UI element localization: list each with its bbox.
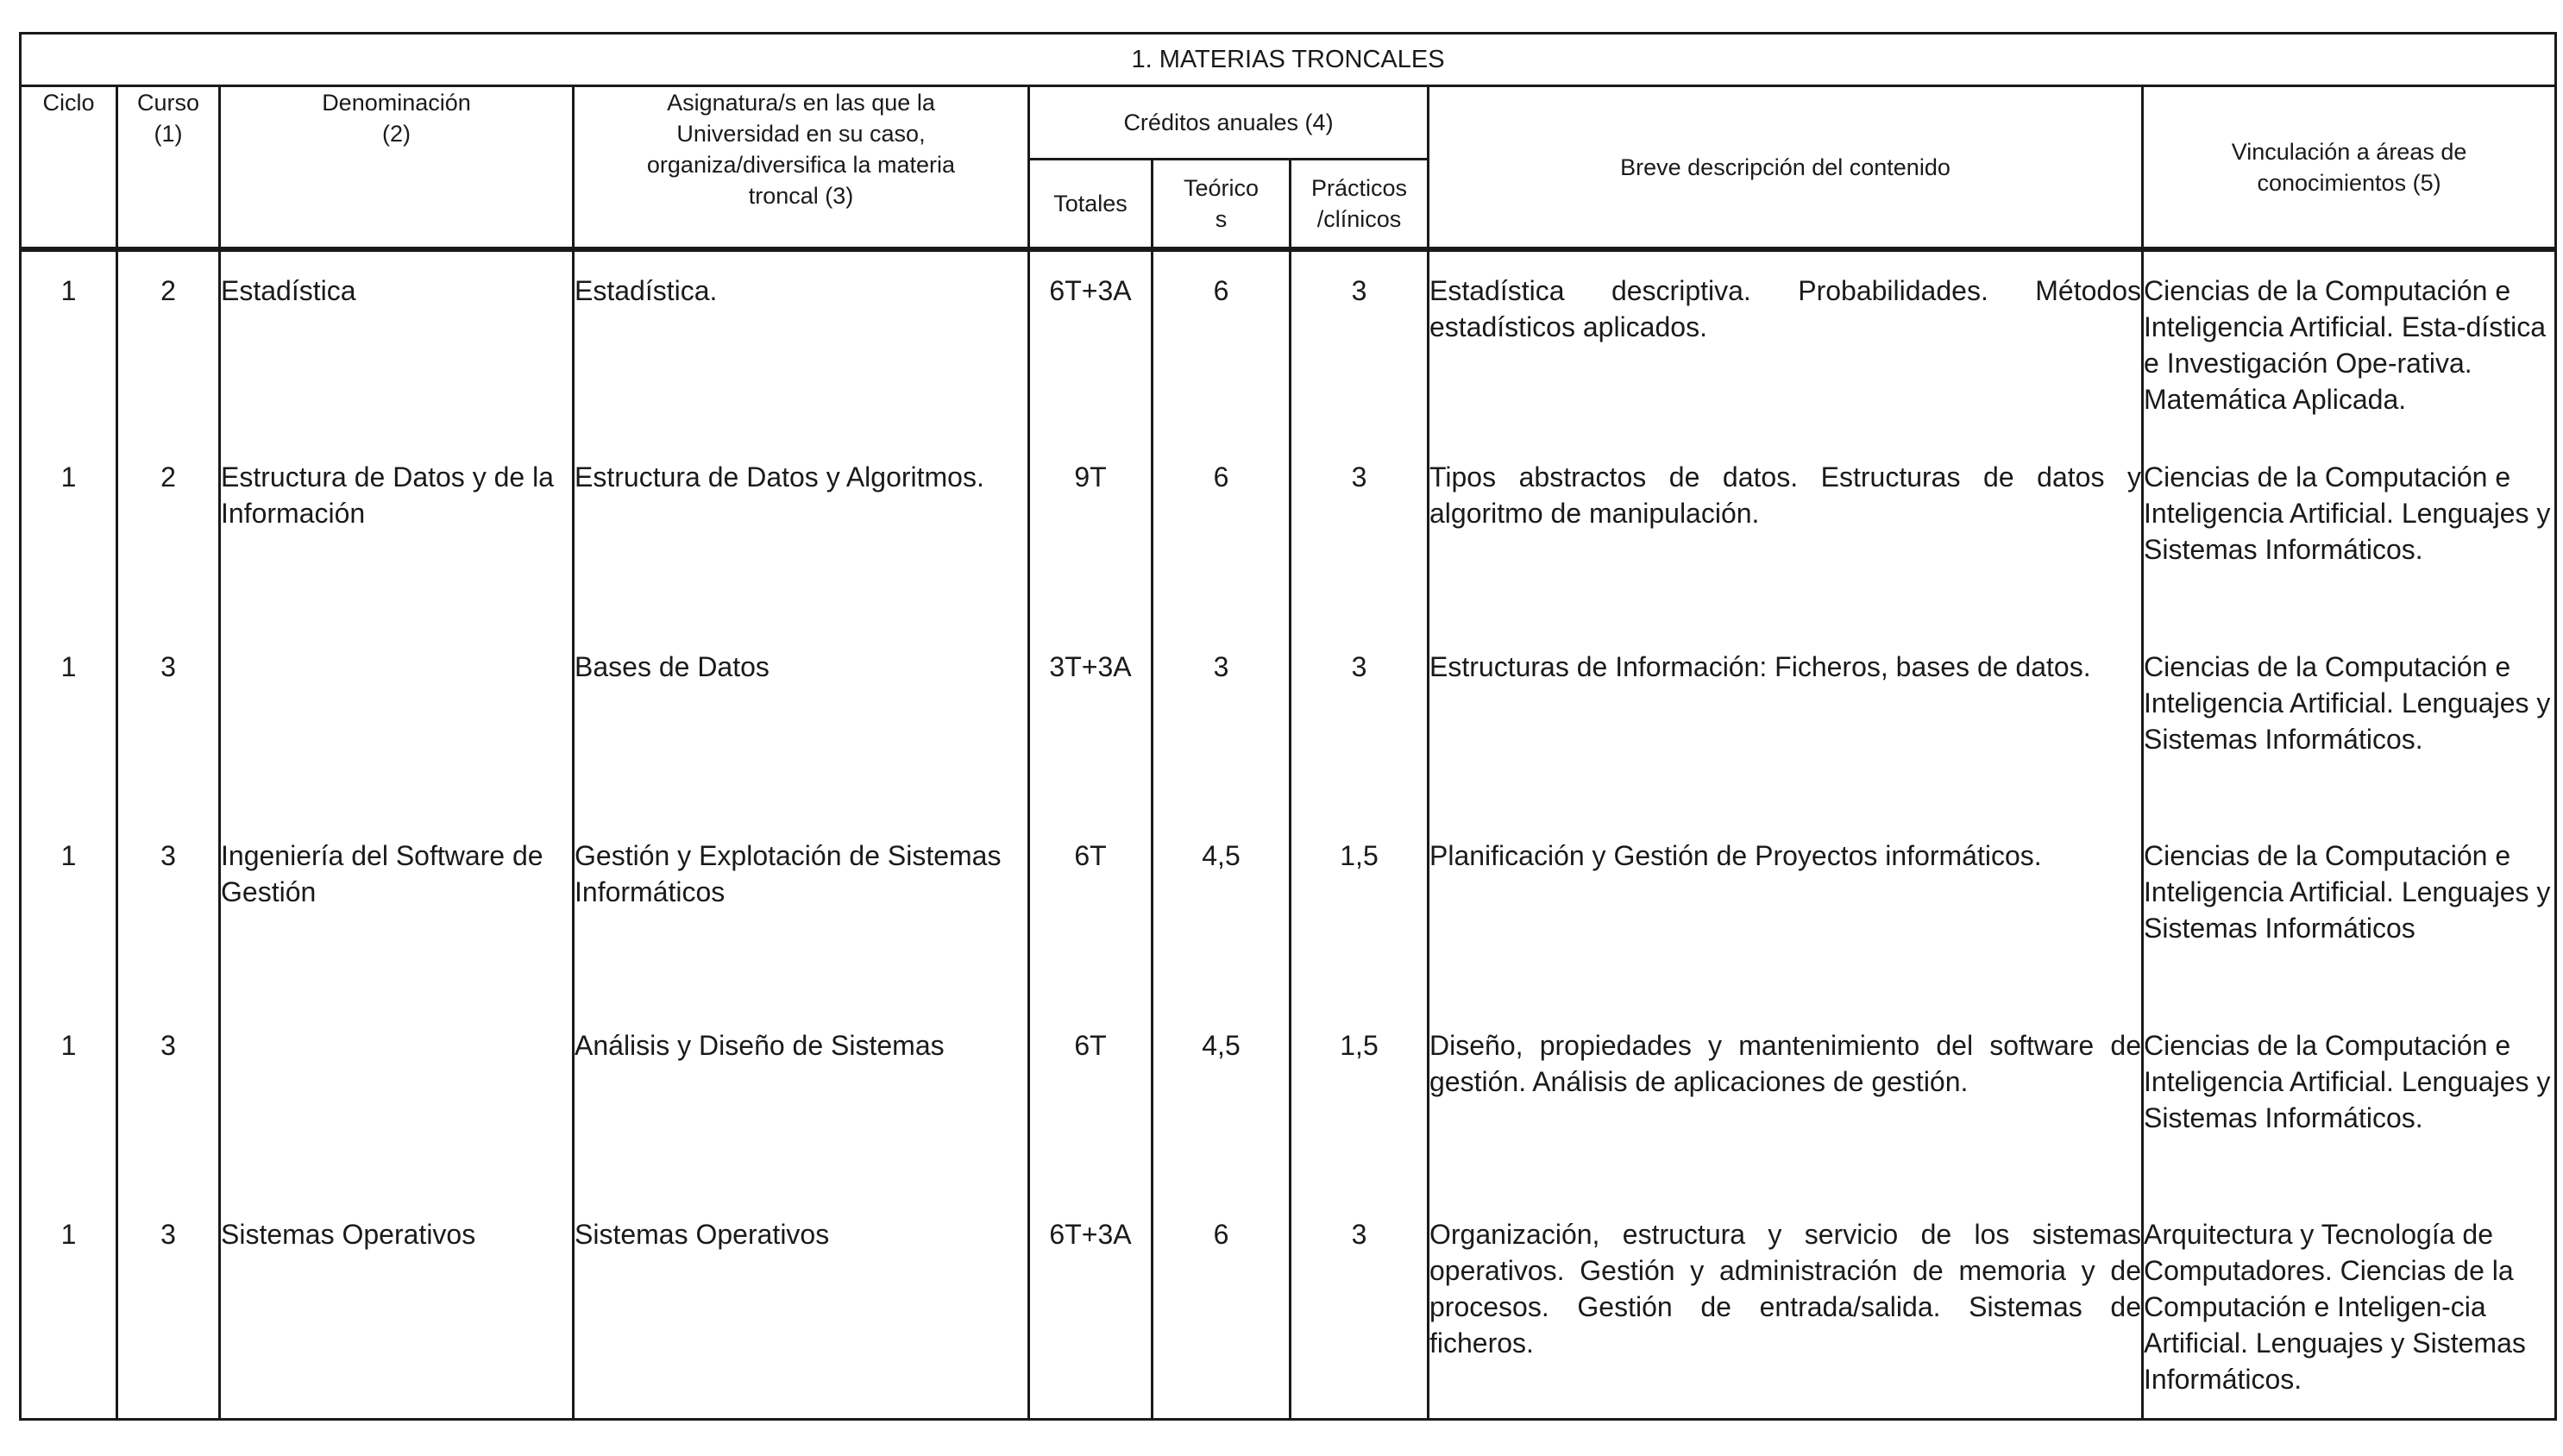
cell-ciclo: 1 <box>21 1007 117 1196</box>
cell-totales: 3T+3A <box>1029 628 1153 817</box>
cell-ciclo: 1 <box>21 817 117 1006</box>
cell-practicos: 3 <box>1291 628 1429 817</box>
cell-practicos: 1,5 <box>1291 1007 1429 1196</box>
cell-ciclo: 1 <box>21 1196 117 1419</box>
header-denominacion: Denominación (2) <box>220 86 574 250</box>
cell-asignatura: Bases de Datos <box>574 628 1029 817</box>
cell-descripcion: Diseño, propiedades y mantenimiento del software de gestión. Análisis de aplicaciones de gestión. <box>1429 1007 2143 1196</box>
cell-descripcion: Estructuras de Información: Ficheros, bases de datos. <box>1429 628 2143 817</box>
cell-descripcion: Organización, estructura y servicio de los sistemas operativos. Gestión y administración de memoria y de procesos. Gestión de entrada/salida. Sistemas de ficheros. <box>1429 1196 2143 1419</box>
table-row <box>21 1196 2556 1419</box>
cell-denominacion: Ingeniería del Software de Gestión <box>220 817 574 1006</box>
cell-curso: 3 <box>117 1007 220 1196</box>
cell-totales: 6T <box>1029 1007 1153 1196</box>
header-totales: Totales <box>1029 160 1153 250</box>
cell-denominacion: Estructura de Datos y de la Información <box>220 438 574 627</box>
table-row <box>21 628 2556 817</box>
cell-curso: 3 <box>117 628 220 817</box>
cell-descripcion: Estadística descriptiva. Probabilidades. Métodos estadísticos aplicados. <box>1429 249 2143 438</box>
cell-totales: 6T <box>1029 817 1153 1006</box>
cell-denominacion: Estadística <box>220 249 574 438</box>
header-descripcion: Breve descripción del contenido <box>1429 86 2143 250</box>
cell-denominacion <box>220 1007 574 1196</box>
cell-teoricos: 4,5 <box>1153 1007 1291 1196</box>
cell-ciclo: 1 <box>21 438 117 627</box>
cell-teoricos: 3 <box>1153 628 1291 817</box>
cell-vinculacion: Ciencias de la Computación e Inteligencia Artificial. Lenguajes y Sistemas Informáticos. <box>2143 438 2556 627</box>
cell-teoricos: 6 <box>1153 249 1291 438</box>
cell-asignatura: Estadística. <box>574 249 1029 438</box>
cell-practicos: 3 <box>1291 438 1429 627</box>
header-practicos: Prácticos /clínicos <box>1291 160 1429 250</box>
table-row <box>21 249 2556 438</box>
table-row <box>21 438 2556 627</box>
cell-ciclo: 1 <box>21 249 117 438</box>
cell-teoricos: 4,5 <box>1153 817 1291 1006</box>
materias-troncales-table <box>19 32 2557 1421</box>
cell-teoricos: 6 <box>1153 438 1291 627</box>
cell-descripcion: Tipos abstractos de datos. Estructuras de datos y algoritmo de manipulación. <box>1429 438 2143 627</box>
cell-vinculacion: Arquitectura y Tecnología de Computadores. Ciencias de la Computación e Inteligen-cia Artificial. Lenguajes y Sistemas Informáticos. <box>2143 1196 2556 1419</box>
cell-asignatura: Sistemas Operativos <box>574 1196 1029 1419</box>
cell-practicos: 3 <box>1291 249 1429 438</box>
cell-curso: 2 <box>117 438 220 627</box>
table-row <box>21 1007 2556 1196</box>
cell-curso: 3 <box>117 1196 220 1419</box>
cell-totales: 6T+3A <box>1029 1196 1153 1419</box>
cell-ciclo: 1 <box>21 628 117 817</box>
cell-denominacion: Sistemas Operativos <box>220 1196 574 1419</box>
cell-descripcion: Planificación y Gestión de Proyectos informáticos. <box>1429 817 2143 1006</box>
cell-practicos: 3 <box>1291 1196 1429 1419</box>
header-teoricos: Teórico s <box>1153 160 1291 250</box>
cell-curso: 2 <box>117 249 220 438</box>
cell-practicos: 1,5 <box>1291 817 1429 1006</box>
cell-vinculacion: Ciencias de la Computación e Inteligencia Artificial. Lenguajes y Sistemas Informáticos. <box>2143 1007 2556 1196</box>
cell-teoricos: 6 <box>1153 1196 1291 1419</box>
cell-asignatura: Análisis y Diseño de Sistemas <box>574 1007 1029 1196</box>
header-creditos-anuales: Créditos anuales (4) <box>1029 86 1429 160</box>
cell-vinculacion: Ciencias de la Computación e Inteligencia Artificial. Lenguajes y Sistemas Informáticos. <box>2143 628 2556 817</box>
cell-asignatura: Estructura de Datos y Algoritmos. <box>574 438 1029 627</box>
header-ciclo: Ciclo <box>21 86 117 250</box>
header-vinculacion: Vinculación a áreas de conocimientos (5) <box>2143 86 2556 250</box>
cell-asignatura: Gestión y Explotación de Sistemas Informáticos <box>574 817 1029 1006</box>
cell-vinculacion: Ciencias de la Computación e Inteligencia Artificial. Lenguajes y Sistemas Informáticos <box>2143 817 2556 1006</box>
cell-totales: 9T <box>1029 438 1153 627</box>
header-asignatura: Asignatura/s en las que la Universidad en su caso, organiza/diversifica la materia troncal (3) <box>574 86 1029 250</box>
cell-curso: 3 <box>117 817 220 1006</box>
cell-denominacion <box>220 628 574 817</box>
cell-totales: 6T+3A <box>1029 249 1153 438</box>
cell-vinculacion: Ciencias de la Computación e Inteligencia Artificial. Esta-dística e Investigación Ope-rativa. Matemática Aplicada. <box>2143 249 2556 438</box>
table-row <box>21 817 2556 1006</box>
header-curso: Curso (1) <box>117 86 220 250</box>
table-title: 1. MATERIAS TRONCALES <box>21 34 2556 86</box>
